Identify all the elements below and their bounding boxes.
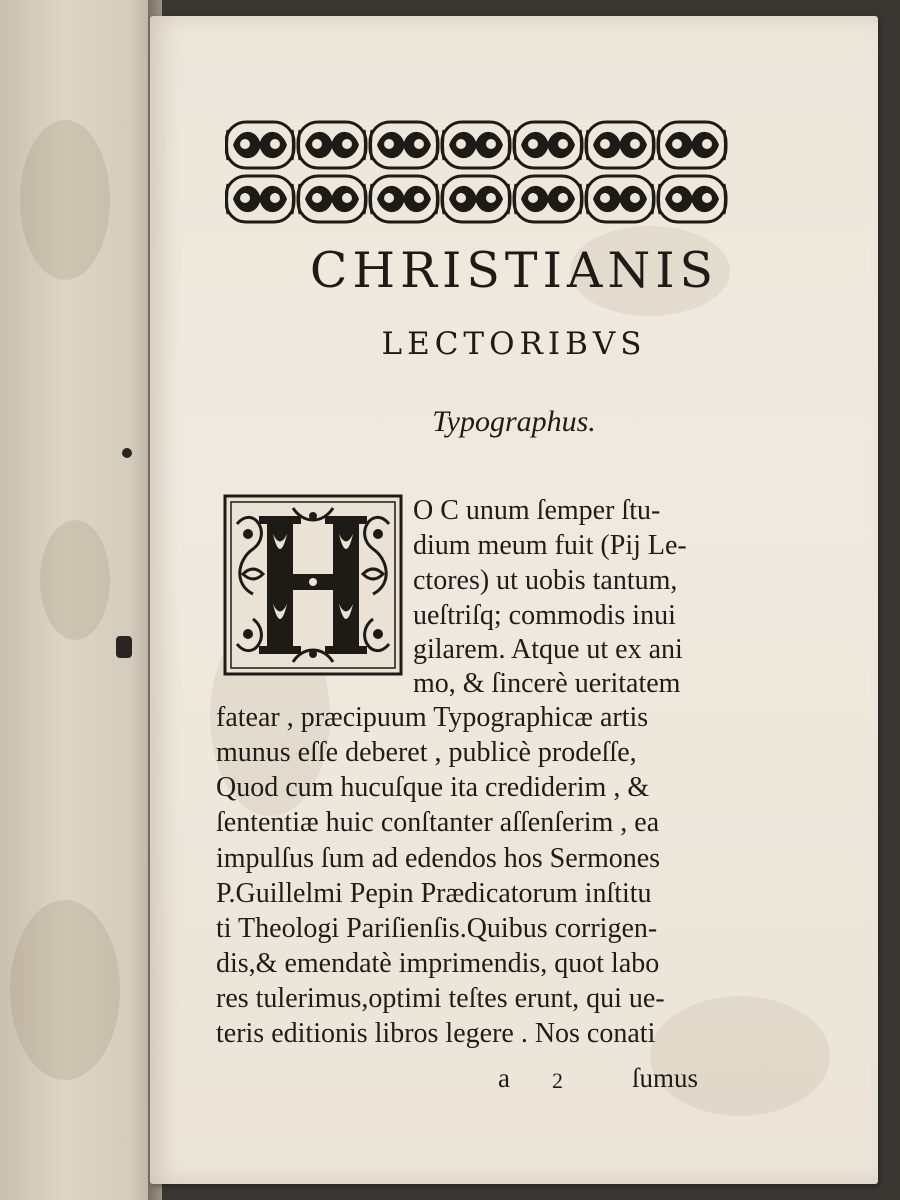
attribution-line: Typographus.: [432, 405, 596, 438]
body-line: P.Guillelmi Pepin Prædicatorum inſtitu: [216, 878, 652, 909]
body-line: gilarem. Atque ut ex ani: [413, 634, 683, 665]
fleuron-ornament-band: [225, 118, 733, 228]
body-line: ſententiæ huic conſtanter aſſenſerim , ea: [216, 807, 660, 838]
body-line: dis,& emendatè imprimendis, quot labo: [216, 948, 660, 979]
body-line: fatear , præcipuum Typographicæ artis: [216, 702, 649, 733]
body-line: Quod cum hucuſque ita crediderim , &: [216, 772, 650, 803]
stain: [10, 900, 120, 1080]
decorated-initial-h: [223, 494, 403, 676]
body-line: impulſus ſum ad edendos hos Sermones: [216, 843, 661, 874]
body-line: ueſtriſq; commodis inui: [413, 600, 676, 631]
page-title: CHRISTIANIS: [309, 242, 719, 299]
binding-mark: [122, 448, 132, 458]
fleuron-row-top: [226, 122, 726, 168]
body-line: dium meum fuit (Pij Le-: [413, 530, 687, 561]
left-page: [0, 0, 162, 1200]
fleuron-row-bottom: [226, 176, 726, 222]
body-line: teris editionis libros legere . Nos conati: [216, 1018, 656, 1049]
body-line: O C unum ſemper ſtu-: [413, 495, 661, 526]
body-line: ctores) ut uobis tantum,: [413, 565, 678, 596]
body-line: ti Theologi Pariſienſis.Quibus corrigen-: [216, 913, 658, 944]
stain: [20, 120, 110, 280]
foxing-spot: [650, 996, 830, 1116]
signature-letter: a: [498, 1063, 510, 1093]
body-line: res tulerimus,optimi teſtes erunt, qui ue-: [216, 983, 665, 1014]
signature-number: 2: [552, 1068, 563, 1093]
body-line: munus eſſe deberet , publicè prodeſſe,: [216, 737, 637, 768]
binding-mark: [116, 636, 132, 658]
stain: [40, 520, 110, 640]
catchword: ſumus: [632, 1063, 699, 1093]
body-line: mo, & ſincerè ueritatem: [413, 668, 681, 699]
page-subtitle: LECTORIBVS: [381, 326, 647, 362]
